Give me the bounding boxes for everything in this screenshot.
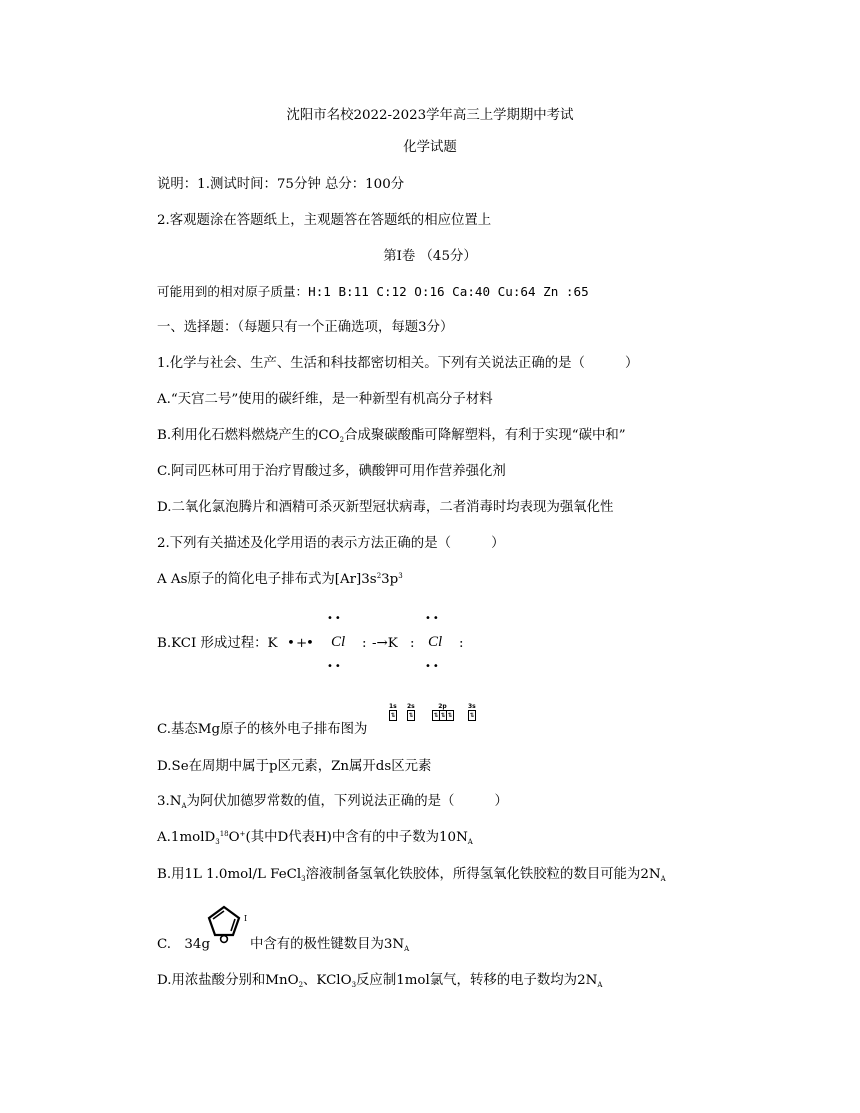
q1-b-sub: 2 [339, 436, 345, 444]
q1-option-b [157, 428, 626, 444]
q1-b-post: 合成聚碳酸酯可降解塑料，有利于实现“碳中和” [344, 428, 626, 443]
q3-d-sub1: 2 [298, 981, 304, 989]
orbital-box: ⇅ [440, 712, 446, 719]
q2-b-colon-1: : [362, 636, 367, 651]
q2-option-a [157, 572, 403, 588]
q3-a-sub2: A [467, 838, 473, 846]
q1-stem: 1.化学与社会、生产、生活和科技都密切相关。下列有关说法正确的是（ ） [157, 356, 639, 371]
q3-a-pre: A.1molD [157, 830, 216, 845]
orbital-label: 3s [468, 703, 476, 710]
atomic-masses: 可能用到的相对原子质量：H:1 B:11 C:12 O:16 Ca:40 Cu:64 Zn :65 [157, 284, 589, 299]
orbital-box: ⇅ [469, 712, 475, 719]
q3-stem-sub: A [181, 802, 187, 810]
orbital-group-2p [432, 703, 453, 725]
q2-b-cl-1: Cl [331, 634, 346, 650]
q3-d-sub3: A [597, 981, 603, 989]
q3-b-pre: B.用1L 1.0mol/L FeCl [157, 867, 302, 882]
q3-b-sub: 3 [301, 875, 306, 883]
q3-c-sub: A [404, 945, 410, 953]
q2-b-cl-dot: • [306, 636, 314, 651]
orbital-group-3s [468, 703, 476, 725]
q2-b-colon-3: : [459, 636, 464, 651]
q2-b-cl-2: Cl [428, 634, 443, 650]
q2-b-dots-bottom-2: •• [425, 661, 441, 672]
q2-b-dots-bottom-1: •• [327, 661, 343, 672]
q2-a-mid: 3p [381, 572, 399, 587]
orbital-label: 2s [407, 703, 415, 710]
q2-b-dots-top-2: •• [425, 613, 441, 624]
q3-d-sub2: 3 [351, 981, 357, 989]
q1-option-d: D.二氧化氯泡腾片和酒精可杀灭新型冠状病毒，二者消毒时均表现为强氧化性 [157, 500, 614, 515]
q3-stem-pre: 3.N [157, 794, 182, 809]
q2-b-plus: + [296, 636, 308, 651]
q3-option-c [250, 937, 409, 953]
orbital-label: 1s [389, 703, 397, 710]
q3-stem [157, 794, 508, 810]
section-heading: 一、选择题：（每题只有一个正确选项，每题3分） [157, 320, 454, 335]
orbital-group-1s [389, 703, 397, 725]
q3-b-post: 溶液制备氢氧化铁胶体，所得氢氧化铁胶粒的数目可能为2N [305, 867, 661, 882]
q3-a-sub: 3 [215, 838, 220, 846]
q3-d-pre: D.用浓盐酸分别和MnO [157, 973, 299, 988]
q1-b-pre: B.利用化石燃料燃烧产生的CO [157, 428, 340, 443]
q3-c-post: 中含有的极性键数目为3N [250, 937, 405, 952]
q3-d-mid: 、KClO [303, 973, 352, 988]
q2-option-c: C.基态Mg原子的核外电子排布图为 [157, 722, 368, 737]
five-ring-structure-icon [200, 903, 250, 945]
q3-option-d [157, 973, 602, 989]
q3-option-a [157, 830, 473, 846]
exam-title: 沈阳市名校2022-2023学年高三上学期期中考试 [286, 108, 574, 123]
orbital-box: ⇅ [447, 712, 453, 719]
q3-b-sub2: A [660, 875, 666, 883]
q2-stem: 2.下列有关描述及化学用语的表示方法正确的是（ ） [157, 536, 505, 551]
orbital-group-2s [407, 703, 415, 725]
q2-b-dots-top-1: •• [327, 613, 343, 624]
q3-stem-post: 为阿伏加德罗常数的值，下列说法正确的是（ ） [186, 794, 508, 809]
orbital-box: ⇅ [408, 712, 414, 719]
orbital-box: ⇅ [390, 712, 396, 719]
orbital-box: ⇅ [433, 712, 439, 719]
q2-a-sup2: 3 [398, 572, 403, 580]
q2-option-b-label: B.KCI 形成过程：K [157, 636, 278, 651]
q2-b-k-dot: • [287, 636, 295, 651]
q2-a-pre: A As原子的简化电子排布式为[Ar]3s [157, 572, 377, 587]
q3-a-sup: 18 [219, 830, 229, 838]
q2-b-arrow: -→K [372, 636, 398, 651]
q3-a-o: O [228, 830, 240, 845]
structure-mark: I [244, 914, 248, 923]
q3-option-b [157, 867, 666, 883]
note-line-1: 说明：1.测试时间：75分钟 总分：100分 [157, 177, 405, 192]
q1-option-c: C.阿司匹林可用于治疗胃酸过多，碘酸钾可用作营养强化剂 [157, 464, 506, 479]
q3-a-mid: (其中D代表H)中含有的中子数为10N [245, 830, 468, 845]
orbital-label: 2p [438, 703, 447, 710]
note-line-2: 2.客观题涂在答题纸上，主观题答在答题纸的相应位置上 [157, 213, 492, 228]
q3-d-post: 反应制1mol氯气，转移的电子数均为2N [356, 973, 598, 988]
volume-heading: 第Ⅰ卷 （45分） [383, 249, 477, 264]
q3-a-plus: + [239, 830, 246, 838]
exam-subtitle: 化学试题 [403, 140, 457, 155]
q2-option-d: D.Se在周期中属于p区元素，Zn属开ds区元素 [157, 759, 432, 774]
q3-c-pre: C. 34g [157, 937, 211, 952]
q2-a-sup1: 2 [376, 572, 382, 580]
q1-option-a: A.“天宫二号”使用的碳纤维，是一种新型有机高分子材料 [157, 392, 493, 407]
q2-b-colon-2: : [410, 636, 415, 651]
